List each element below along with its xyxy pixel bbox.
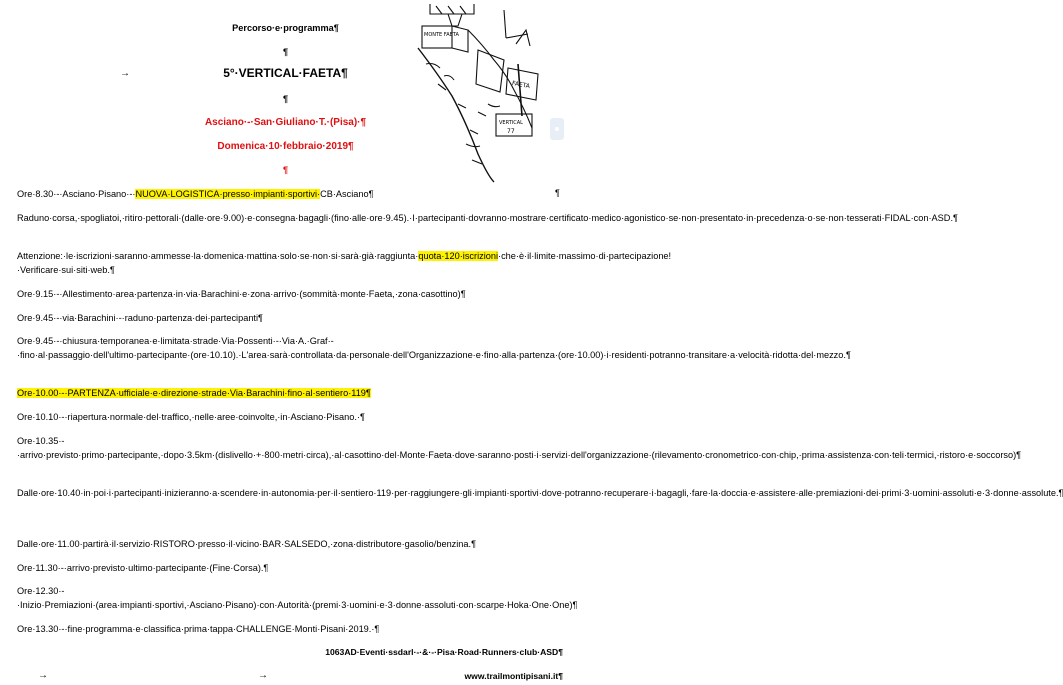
pilcrow-mark: ¶ [282,94,289,104]
tab-arrow-icon: → [38,670,48,681]
paragraph-logistics [17,188,565,202]
paragraph-1130 [17,562,565,576]
para-text: Ore·8.30·-·Asciano·Pisano·-· [17,189,136,199]
paragraph-945b [17,335,851,362]
website-link[interactable]: www.trailmontipisani.it¶ [464,671,563,681]
pilcrow-mark: ¶ [555,188,560,198]
para-text: Ore·13.30·-·fine·programma·e·classifica·prima·tappa·CHALLENGE·Monti·Pisani·2019.·¶ [17,624,380,634]
route-line: Asciano·-·San·Giuliano·T.·(Pisa)·¶ [204,117,367,128]
paragraph-1100 [17,538,565,552]
paragraph-1010 [17,411,565,425]
para-text: CB·Asciano¶ [320,189,374,199]
paragraph-1035 [17,435,1022,462]
para-text: Ore·11.30·-·arrivo·previsto·ultimo·partecipante·(Fine·Corsa).¶ [17,563,269,573]
vertical-faeta-drawing [408,4,548,182]
pilcrow-mark: ¶ [282,47,289,57]
para-text: Dalle·ore·11.00·partirà·il·servizio·RISTORO·presso·il·vicino·BAR·SALSEDO,·zona·distributore·gasolio/benzina.¶ [17,539,477,549]
paragraph-attention [17,250,672,277]
highlighted-text: quota·120·iscrizioni [418,251,499,261]
date-line: Domenica·10·febbraio·2019¶ [217,141,354,152]
paragraph-raduno [17,212,958,226]
para-text: ·che·è·il·limite·massimo·di·partecipazione!·Verificare·sui·siti·web.¶ [17,251,672,275]
para-text: Ore·9.45·-·via·Barachini·-·raduno·partenza·dei·partecipanti¶ [17,313,263,323]
tab-arrow-icon: → [120,68,130,79]
paragraph-1040 [17,487,1063,501]
para-text: Ore·9.15·-·Allestimento·area·partenza·in·via·Barachini·e·zona·arrivo·(sommità·monte·Faeta,·zona·casottino)¶ [17,289,466,299]
highlighted-text: NUOVA·LOGISTICA·presso·impianti·sportivi· [135,189,321,199]
subtitle: Percorso·e·programma¶ [232,23,339,33]
para-text: Dalle·ore·10.40·in·poi·i·partecipanti·inizieranno·a·scendere·in·autonomia·per·il·sentiero·119·per·raggiungere·gli·impianti·sportivi·dove·potranno·recuperare·i·bagagli,·fare·la·doccia·e·assistere·alle·premiazioni·dei·primi·3·uomini·assoluti·e·3·donne·assolute.¶ [17,488,1063,498]
page-title: 5°·VERTICAL·FAETA¶ [223,66,348,80]
para-text: Ore·10.10·-·riapertura·normale·del·traffico,·nelle·aree·coinvolte,·in·Asciano·Pisano.·¶ [17,412,365,422]
para-text: Ore·12.30·-·Inizio·Premiazioni·(area·impianti·sportivi,·Asciano·Pisano)·con·Autorità·(premi·3·uomini·e·3·donne·assoluti·con·scarpe·Hoka·One·One)¶ [17,586,578,610]
pilcrow-mark: ¶ [282,165,289,175]
tab-arrow-icon: → [258,670,268,681]
layout-options-icon[interactable] [550,118,564,140]
para-text: Ore·10.35·-·arrivo·previsto·primo·partecipante,·dopo·3.5km·(dislivello·+·800·metri·circa),·al·casottino·del·Monte·Faeta·dove·saranno·posti·i·servizi·dell'organizzazione·(rilevamento·cronometrico·con·chip,·prima·assistenza·con·teli·termici,·ristoro·e·soccorso)¶ [17,436,1022,460]
paragraph-1000 [17,387,565,401]
highlighted-text: Ore·10.00·-·PARTENZA·ufficiale·e·direzione·strade·Via·Barachini·fino·al·sentiero·119¶ [17,388,371,398]
organizer-line: 1063AD·Eventi·ssdarl·-·&·-·Pisa·Road·Runners·club·ASD¶ [325,647,563,657]
para-text: Attenzione:·le·iscrizioni·saranno·ammesse·la·domenica·mattina·solo·se·non·si·sarà·già·raggiunta· [17,251,419,261]
para-text: Ore·9.45·-·chiusura·temporanea·e·limitata·strade·Via·Possenti·-·Via·A.·Graf·-·fino·al·passaggio·dell'ultimo·partecipante·(ore·10.10).·L'area·sarà·controllata·da·personale·dell'Organizzazione·e·fino·alla·partenza·(ore·10.00)·i·residenti·potranno·transitare·a·velocità·ridotta·del·mezzo.¶ [17,336,851,360]
para-text: Raduno·corsa,·spogliatoi,·ritiro·pettorali·(dalle·ore·9.00)·e·consegna·bagagli·(fino·alle·ore·9.45).·I·partecipanti·dovranno·mostrare·certificato·medico·agonistico·se·non·presentato·in·precedenza·o·se·non·tesserati·FIDAL·con·ASD.¶ [17,213,958,223]
drawing-label-top: MONTE FAETA [424,32,459,38]
paragraph-1330 [17,623,565,637]
paragraph-915 [17,288,565,302]
paragraph-1230 [17,585,578,612]
paragraph-945a [17,312,565,326]
drawing-label-num: 77 [507,128,515,135]
drawing-label-bottom: VERTICAL [499,120,523,126]
drawing-label-sign: FAETA [511,80,531,91]
